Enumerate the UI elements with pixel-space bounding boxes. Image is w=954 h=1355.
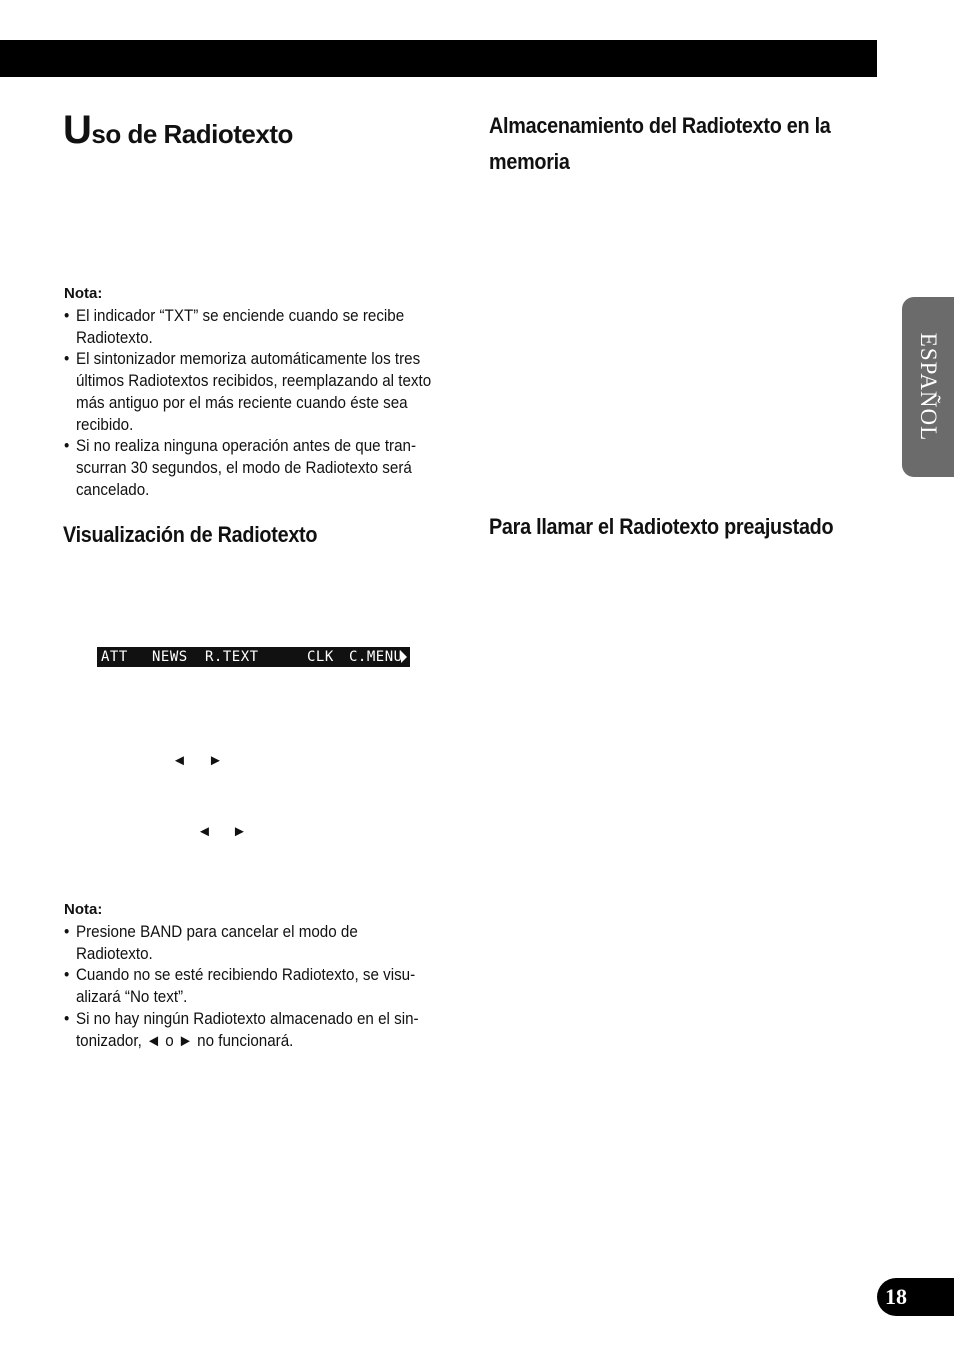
- title-initial: U: [63, 108, 92, 152]
- lcd-display: [97, 647, 410, 667]
- section-heading-display: Visualización de Radiotexto: [63, 522, 318, 547]
- note-item: • Cuando no se esté recibiendo Radiotexto, se visu-alizará “No text”.: [64, 965, 432, 1008]
- language-tab: [902, 297, 954, 477]
- left-arrow-icon: ◄: [197, 823, 212, 840]
- note-item: • El indicador “TXT” se enciende cuando se recibe Radiotexto.: [64, 306, 432, 349]
- note-item: • El sintonizador memoriza automáticamente los tres últimos Radiotextos recibidos, reemplazando al texto más antiguo por el más reciente cuando éste sea recibido.: [64, 349, 432, 436]
- right-arrow-icon: ►: [232, 823, 247, 840]
- header-bar: [0, 40, 877, 77]
- note-item: • Si no hay ningún Radiotexto almacenado en el sin-tonizador, ◄ o ► no funcionará.: [64, 1009, 432, 1052]
- left-arrow-icon: ◄: [172, 752, 187, 769]
- title-rest: so de Radiotexto: [91, 119, 293, 149]
- note-list: [64, 922, 432, 1052]
- page-number: 18: [885, 1284, 907, 1309]
- note-label: Nota:: [64, 285, 103, 302]
- lcd-rtext-label: R.TEXT: [205, 649, 259, 665]
- page-number-badge: [877, 1278, 954, 1316]
- section-heading-recall: Para llamar el Radiotexto preajustado: [489, 514, 834, 539]
- lcd-att-label: ATT: [101, 649, 128, 665]
- lcd-news-label: NEWS: [152, 649, 188, 665]
- lcd-next-arrow-icon: [401, 651, 407, 663]
- right-arrow-icon: ►: [208, 752, 223, 769]
- page-title: [63, 110, 293, 151]
- section-heading-memory: Almacenamiento del Radiotexto en la memoria: [489, 113, 831, 174]
- lcd-cmenu-label: C.MENU: [349, 649, 403, 665]
- language-tab-label: ESPAÑOL: [916, 332, 941, 442]
- note-item: • Si no realiza ninguna operación antes de que tran-scurran 30 segundos, el modo de Radiotexto será cancelado.: [64, 436, 432, 501]
- lcd-clk-label: CLK: [307, 649, 334, 665]
- note-item: • Presione BAND para cancelar el modo de Radiotexto.: [64, 922, 432, 965]
- note-list: [64, 306, 432, 501]
- note-label: Nota:: [64, 901, 103, 918]
